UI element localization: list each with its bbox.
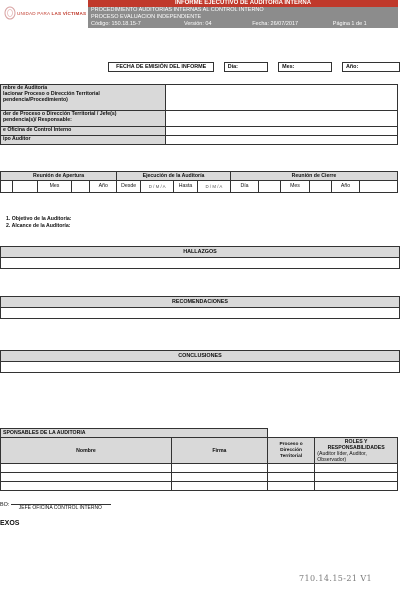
audit-name-label: mbre de Auditoría lacionar Proceso o Dirección Territorial pendencia/Procedimiento) <box>1 85 166 111</box>
closing-meeting-header: Reunión de Cierre <box>230 172 397 181</box>
name-column-header: Nombre <box>1 438 172 464</box>
opening-day-value[interactable] <box>12 181 37 193</box>
document-title: INFORME EJECUTIVO DE AUDITORIA INTERNA <box>88 0 398 7</box>
document-date: Fecha: 26/07/2017 <box>249 21 330 28</box>
roles-column-header: ROLES Y RESPONSABILIDADES (Auditor líder, Auditor, Observador) <box>315 438 398 464</box>
responsibles-title: SPONSABLES DE LA AUDITORIA <box>1 429 268 438</box>
logo-emblem-icon <box>4 6 16 20</box>
emission-month-label: Mes: <box>279 63 332 72</box>
audit-dates-table <box>0 171 398 193</box>
responsible-signature-field[interactable] <box>171 482 267 491</box>
scope-item: 2. Alcance de la Auditoría: <box>6 223 71 229</box>
opening-month-label: Mes <box>38 181 72 193</box>
approval-label: BO: <box>0 502 10 508</box>
approval-role: JEFE OFICINA CONTROL INTERNO <box>11 504 111 511</box>
document-header <box>88 0 398 28</box>
document-code: Código: 150.18.15-7 <box>88 21 181 28</box>
closing-month-field[interactable] <box>309 181 331 193</box>
control-office-label: e Oficina de Control Interno <box>1 127 166 136</box>
emission-year-label: Año: <box>343 63 400 72</box>
logo-text: UNIDAD PARA LAS VÍCTIMAS <box>17 11 87 16</box>
organization-logo <box>0 0 86 28</box>
conclusions-field[interactable] <box>0 361 400 373</box>
responsible-name-field[interactable] <box>1 473 172 482</box>
from-date-field[interactable]: D / M / A <box>141 181 174 193</box>
to-label: Hasta <box>174 181 198 193</box>
recommendations-field[interactable] <box>0 307 400 319</box>
audit-info-table <box>0 84 398 145</box>
process-leader-label: der de Proceso o Dirección Territorial / Jefe(s) pendencia(s)/ Responsable: <box>1 111 166 127</box>
control-office-field[interactable] <box>166 127 398 136</box>
closing-day-field[interactable] <box>259 181 281 193</box>
opening-meeting-header: Reunión de Apertura <box>1 172 117 181</box>
annexes-heading: EXOS <box>0 520 20 527</box>
emission-date-label: FECHA DE EMISIÓN DEL INFORME <box>109 63 214 72</box>
responsible-process-field[interactable] <box>267 473 314 482</box>
approval-signature <box>0 502 111 511</box>
document-version: Versión: 04 <box>181 21 249 28</box>
signature-column-header: Firma <box>171 438 267 464</box>
auditor-team-field[interactable] <box>166 136 398 145</box>
recommendations-header: RECOMENDACIONES <box>0 296 400 308</box>
responsible-process-field[interactable] <box>267 464 314 473</box>
to-date-field[interactable]: D / M / A <box>197 181 230 193</box>
closing-year-field[interactable] <box>360 181 398 193</box>
responsible-role-field[interactable] <box>315 482 398 491</box>
emission-date-row <box>0 62 400 72</box>
procedure-name: PROCEDIMIENTO AUDITORIAS INTERNAS AL CONTROL INTERNO <box>88 7 398 14</box>
closing-month-label: Mes <box>281 181 310 193</box>
auditor-team-label: ipo Auditor <box>1 136 166 145</box>
responsible-signature-field[interactable] <box>171 473 267 482</box>
opening-year-label: Año <box>90 181 117 193</box>
execution-header: Ejecución de la Auditoría <box>117 172 231 181</box>
process-name: PROCESO EVALUACIÓN INDEPENDIENTE <box>88 14 398 21</box>
objective-item: 1. Objetivo de la Auditoría: <box>6 216 72 222</box>
conclusions-header: CONCLUSIONES <box>0 350 400 362</box>
findings-header: HALLAZGOS <box>0 246 400 258</box>
responsible-name-field[interactable] <box>1 464 172 473</box>
audit-responsibles-table <box>0 428 398 491</box>
emission-day-label: Día: <box>224 63 268 72</box>
from-label: Desde <box>117 181 141 193</box>
responsible-role-field[interactable] <box>315 464 398 473</box>
closing-year-label: Año <box>331 181 359 193</box>
opening-month-field[interactable] <box>71 181 90 193</box>
audit-name-field[interactable] <box>166 85 398 111</box>
process-column-header: Proceso o Dirección Territorial <box>267 438 314 464</box>
findings-field[interactable] <box>0 257 400 269</box>
opening-day-field[interactable] <box>1 181 13 193</box>
responsible-process-field[interactable] <box>267 482 314 491</box>
process-leader-field[interactable] <box>166 111 398 127</box>
responsible-role-field[interactable] <box>315 473 398 482</box>
responsible-name-field[interactable] <box>1 482 172 491</box>
closing-day-label: Día <box>230 181 258 193</box>
document-footer-code: 710.14.15-21 V1 <box>298 574 372 583</box>
responsible-signature-field[interactable] <box>171 464 267 473</box>
page-number: Página 1 de 1 <box>330 21 398 28</box>
